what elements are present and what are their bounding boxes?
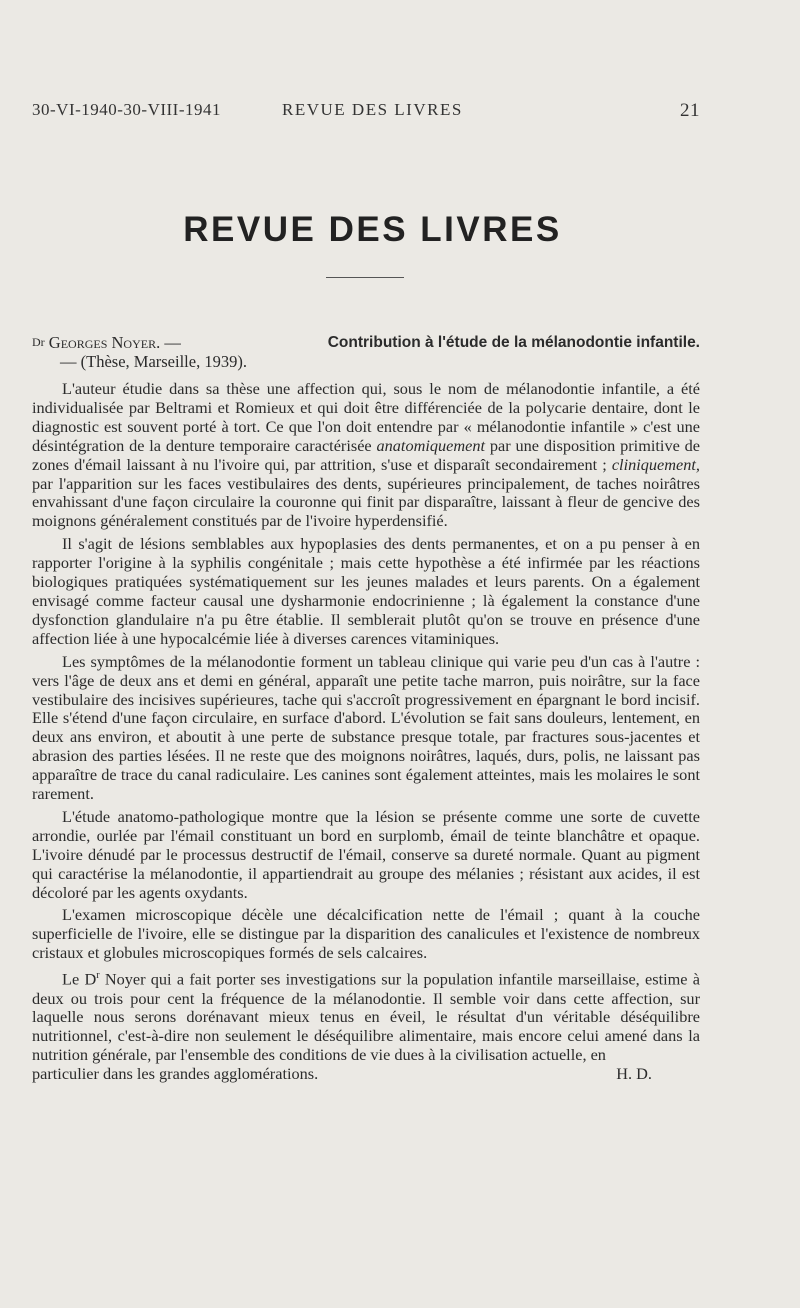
book-source: — (Thèse, Marseille, 1939). <box>60 352 247 371</box>
paragraph-5: L'examen microscopique décèle une décalcification nette de l'émail ; quant à la couche superficielle de l'ivoire, elle se distingue par la disparition des canalicules et l'existence de nombreux cristaux et globules microscopiques formés de sels calcaires. <box>32 905 700 963</box>
reviewer-signature: H. D. <box>616 1064 652 1084</box>
emphasis-cliniquement: cliniquement, <box>611 454 700 474</box>
book-title: Contribution à l'étude de la mélanodontie infantile. <box>327 334 700 351</box>
header-date-range: 30-VI-1940-30-VIII-1941 <box>32 100 222 119</box>
author-name: Georges Noyer. <box>48 333 161 352</box>
author-prefix: Dr <box>32 335 45 349</box>
page-number: 21 <box>680 100 700 121</box>
closing-text: particulier dans les grandes agglomérations. <box>32 1064 319 1084</box>
header-section-title: REVUE DES LIVRES <box>282 100 463 119</box>
author-dash: — <box>164 333 181 352</box>
paragraph-4: L'étude anatomo-pathologique montre que la lésion se présente comme une sorte de cuvette arrondie, ourlée par l'émail constituant un bord en surplomb, émail de teinte blanchâtre et opaque. L'ivoire dénudé par le processus destructif de l'émail, conserve sa dureté normale. Quant au pigment qui caractérise la mélanodontie, il appartiendrait au groupe des mélanies ; résistant aux acides, il est décoloré par les agents oxydants. <box>32 806 700 902</box>
paragraph-2: Il s'agit de lésions semblables aux hypoplasies des dents permanentes, et on a pu penser à en rapporter l'origine à la syphilis congénitale ; mais cette hypothèse a été infirmée par les réactions biologiques pratiquées systématiquement sur les jeunes malades et leurs parents. On a également envisagé comme facteur causal une dysharmonie endocrinienne ; là également la constance d'une dysfonction glandulaire n'a pu être établie. Il semblerait plutôt qu'on se trouve en présence d'une affection liée à une hypocalcémie liée à diverses carences vitaminiques. <box>32 534 700 648</box>
paragraph-1: L'auteur étudie dans sa thèse une affection qui, sous le nom de mélanodontie infantile, a été individualisée par Beltrami et Romieux et qui doit être différenciée de la polycarie dentaire, dont le diagnostic est souvent porté à tort. Ce que l'on doit entendre par « mélanodontie infantile » c'est une désintégration de la denture temporaire caractérisée anatomiquement par une disposition primitive de zones d'émail laissant à nu l'ivoire qui, par attrition, s'use et disparaît secondairement ; cliniquement, par l'apparition sur les faces vestibulaires des dents, supérieures principalement, de taches noirâtres envahissant d'une façon circulaire la couronne qui finit par disparaître, laissant à fleur de gencive des moignons généralement constitués par de l'ivoire hyperdensifié. <box>32 379 701 531</box>
title-divider <box>326 277 404 278</box>
emphasis-anatomiquement: anatomiquement <box>376 435 486 455</box>
closing-line <box>32 1065 700 1084</box>
paragraph-3: Les symptômes de la mélanodontie forment un tableau clinique qui varie peu d'un cas à l'autre : vers l'âge de deux ans et demi en général, apparaît une petite tache marron, puis noirâtre, sur la face vestibulaire des incisives supérieures, tache qui s'accroît progressivement en épargnant le bord incisif. Elle s'étend d'une façon circulaire, en surface d'abord. L'évolution se fait sans douleurs, lentement, en deux ans environ, et aboutit à une perte de substance presque totale, par fractures sous-jacentes et abrasion des parties lésées. Il ne reste que des moignons noirâtres, laqués, durs, polis, ne laissant pas apparaître de trace du canal radiculaire. Les canines sont également atteintes, mais les molaires le sont rarement. <box>32 651 700 804</box>
review-reference <box>32 333 700 371</box>
paragraph-6: Le $D^r$ Noyer qui a fait porter ses investigations sur la population infantile marseillaise, estime à deux ou trois pour cent la fréquence de la mélanodontie. Il semble voir dans cette affection, sur laquelle nous serons dorénavant mieux tenus en éveil, le résultat d'un véritable déséquilibre nutritionnel, c'est-à-dire non seulement le déséquilibre alimentaire, mais encore celui amené dans la nutrition générale, par l'ensemble des conditions de vie dues à la civilisation actuelle, en <box>32 969 700 1065</box>
page-title: REVUE DES LIVRES <box>183 210 562 249</box>
review-author-line <box>32 333 700 352</box>
review-body <box>32 380 700 1084</box>
